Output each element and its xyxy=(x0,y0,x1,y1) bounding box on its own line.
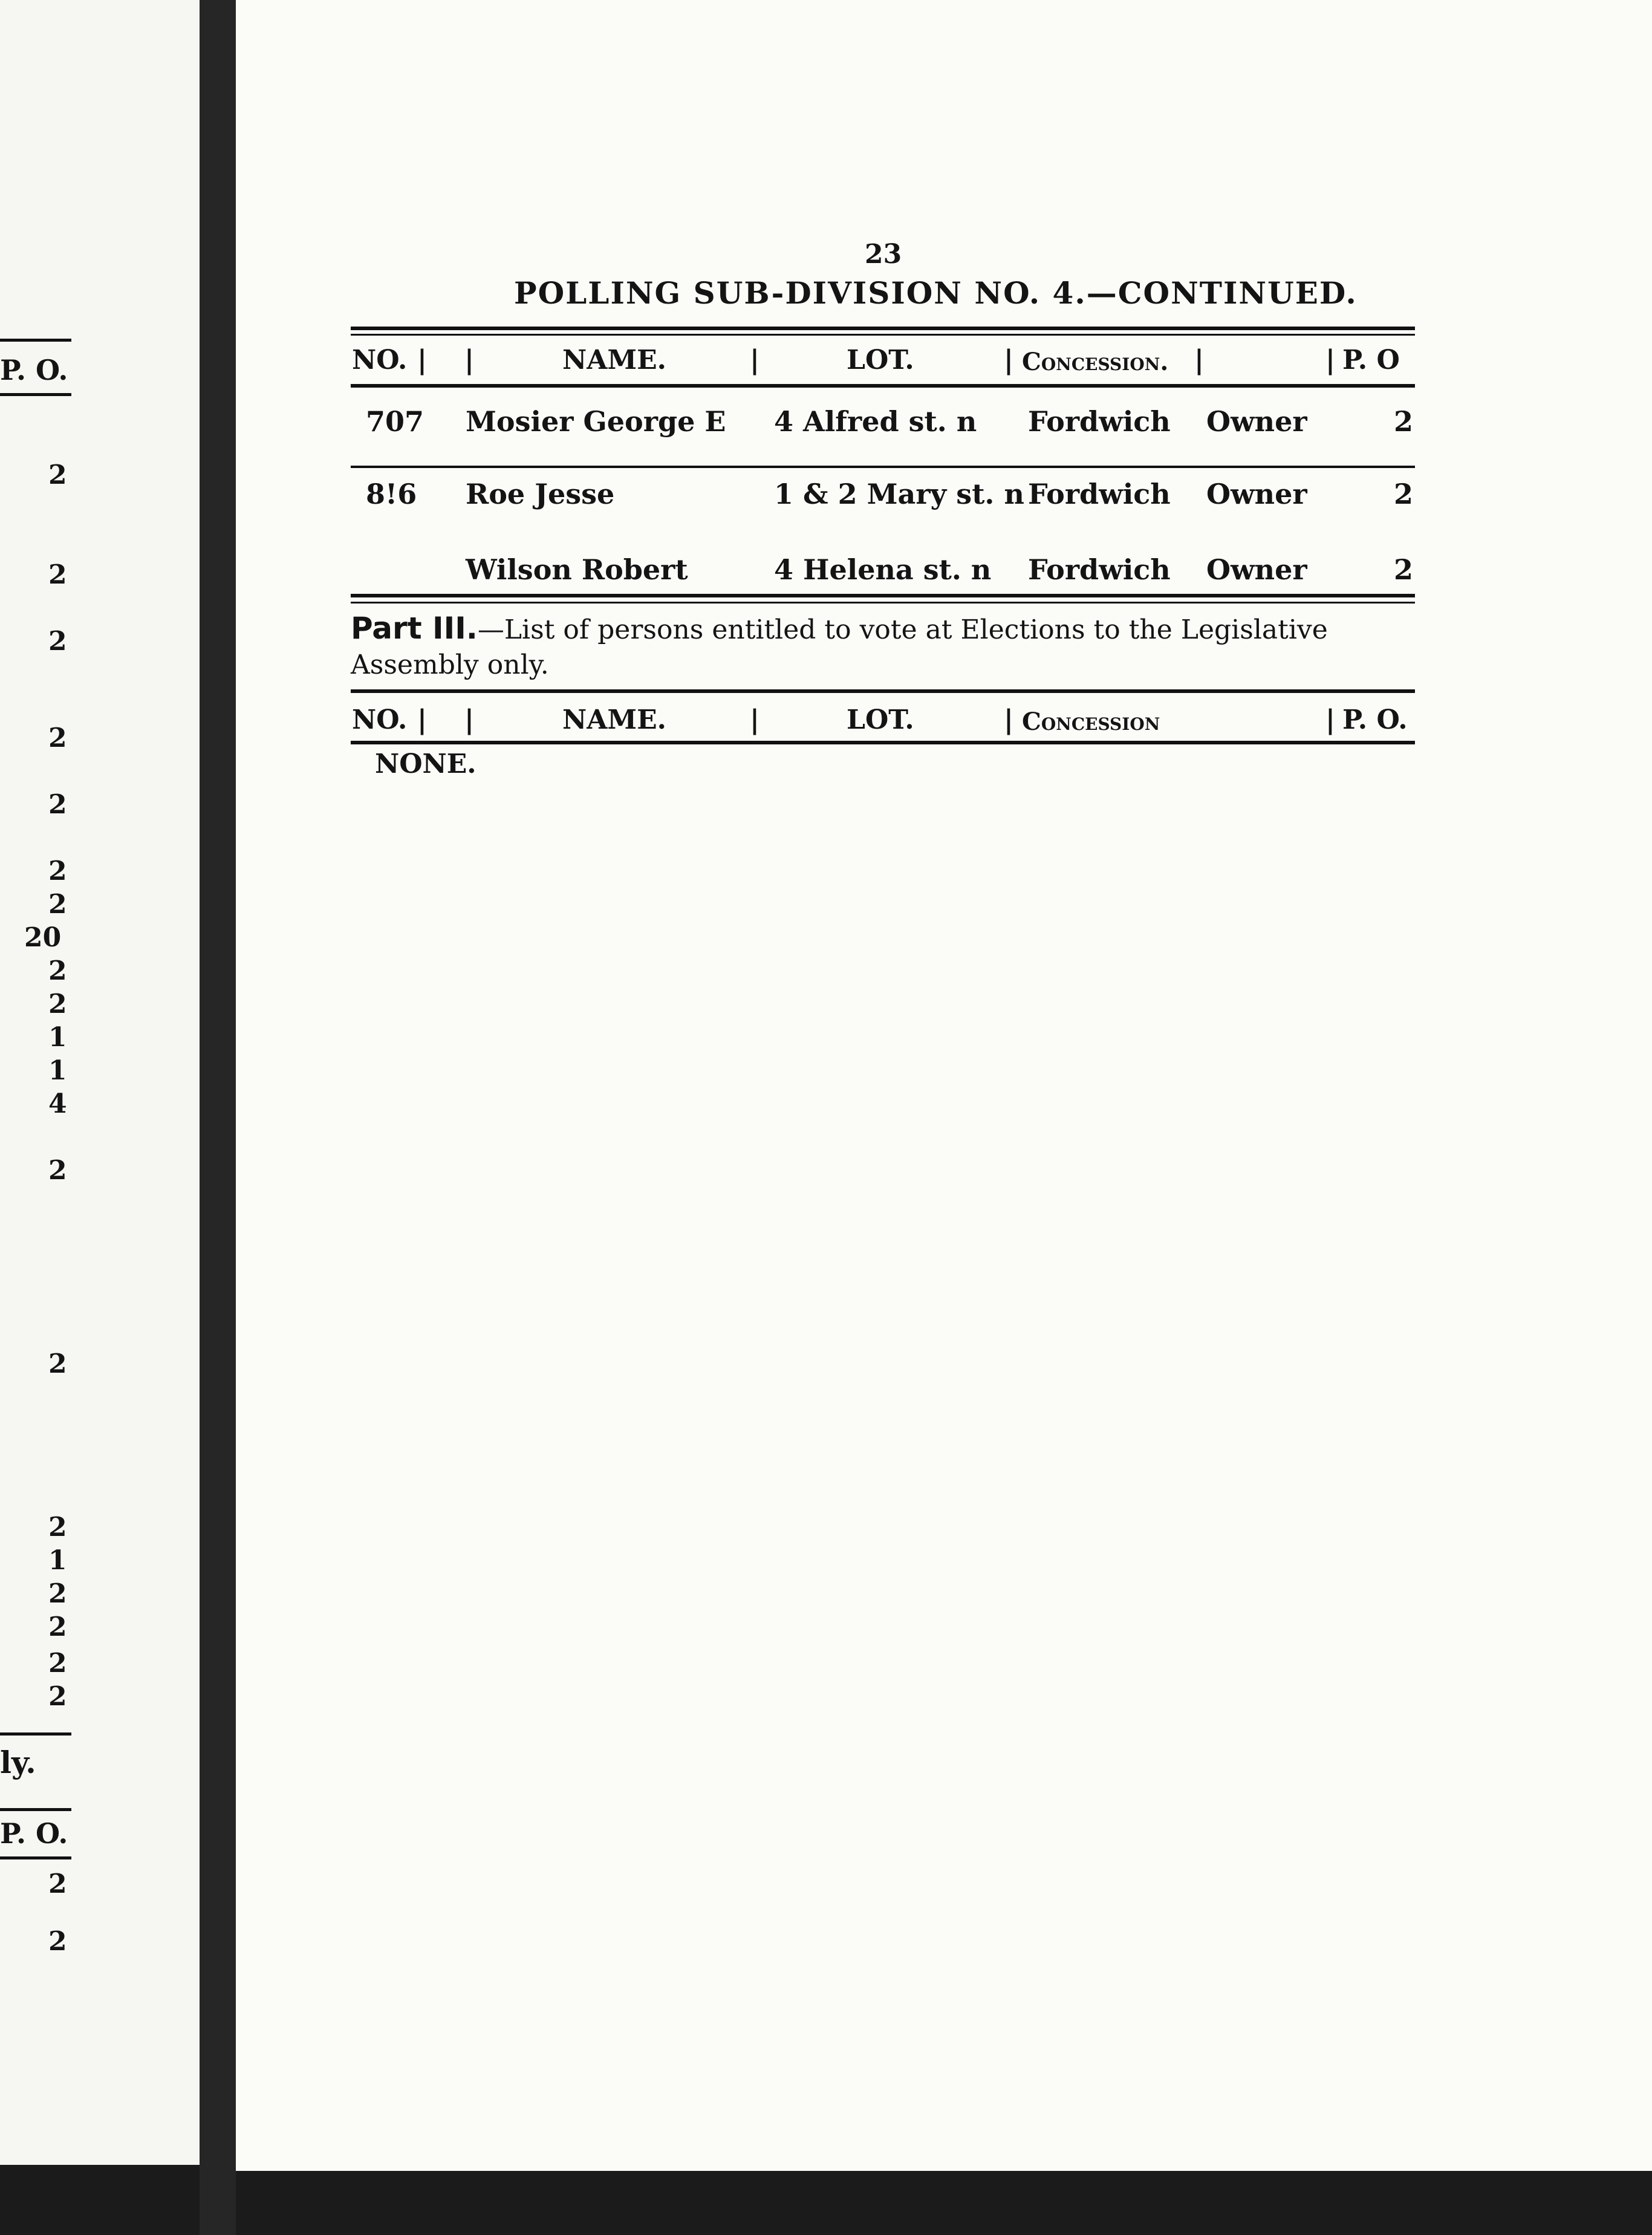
column-header-lot: LOT. xyxy=(847,345,914,376)
left-po-value: 20 xyxy=(24,922,62,953)
left-po-value: 4 xyxy=(48,1088,67,1119)
column-header-no: NO. xyxy=(352,704,408,735)
row-concession: Fordwich xyxy=(1028,478,1171,510)
table-rule xyxy=(351,741,1415,744)
table-rule xyxy=(351,594,1415,597)
left-po-value: 2 xyxy=(48,1612,67,1642)
row-concession: Fordwich xyxy=(1028,405,1171,438)
table-row xyxy=(351,405,1415,447)
left-page-po-header: P. O. xyxy=(0,1817,68,1850)
row-po: 2 xyxy=(1394,478,1414,510)
left-po-value: 2 xyxy=(48,723,67,753)
column-header-lot: LOT. xyxy=(847,704,914,735)
left-po-value: 2 xyxy=(48,1348,67,1379)
left-po-value: 2 xyxy=(48,1869,67,1899)
left-page-rule xyxy=(0,339,71,342)
left-page-tail-text: ly. xyxy=(0,1745,36,1780)
row-number: 8!6 xyxy=(366,478,417,510)
row-name: Roe Jesse xyxy=(466,478,615,510)
column-separator: | xyxy=(417,345,428,376)
column-separator: | xyxy=(1004,704,1014,735)
column-header-no: NO. xyxy=(352,345,408,376)
left-po-value: 2 xyxy=(48,559,67,590)
left-page-rule xyxy=(0,1856,71,1859)
left-page-rule xyxy=(0,1732,71,1736)
book-gutter xyxy=(200,0,236,2235)
left-page-po-header: P. O. xyxy=(0,354,68,386)
row-number: 707 xyxy=(366,405,424,438)
left-po-value: 2 xyxy=(48,989,67,1020)
left-po-value: 2 xyxy=(48,626,67,657)
column-separator: | xyxy=(417,704,428,735)
column-separator: | xyxy=(750,704,760,735)
left-po-value: 2 xyxy=(48,1578,67,1609)
left-po-value: 2 xyxy=(48,1648,67,1679)
row-po: 2 xyxy=(1394,553,1414,586)
left-page-rule xyxy=(0,393,71,396)
column-header-name: NAME. xyxy=(562,345,666,376)
table-row xyxy=(351,478,1415,520)
row-name: Mosier George E xyxy=(466,405,726,438)
table-rule xyxy=(351,689,1415,693)
left-po-value: 2 xyxy=(48,1155,67,1186)
column-separator: | xyxy=(464,704,475,735)
table-row xyxy=(351,553,1415,596)
column-separator: | xyxy=(464,345,475,376)
row-status: Owner xyxy=(1206,553,1307,586)
row-po: 2 xyxy=(1394,405,1414,438)
column-separator: | xyxy=(1004,345,1014,376)
left-po-value: 2 xyxy=(48,1681,67,1712)
column-header-concession: Concession xyxy=(1022,708,1160,736)
left-page-rule xyxy=(0,1808,71,1811)
table-rule xyxy=(351,327,1415,330)
row-status: Owner xyxy=(1206,478,1307,510)
left-po-value: 2 xyxy=(48,1512,67,1543)
left-po-value: 2 xyxy=(48,955,67,986)
left-po-value: 2 xyxy=(48,460,67,490)
table-rule xyxy=(351,602,1415,603)
part-three-text: —List of persons entitled to vote at Elections to the Legislative Assembly only. xyxy=(351,614,1328,680)
column-separator: | xyxy=(1325,345,1336,376)
column-header-name: NAME. xyxy=(562,704,666,735)
table-rule xyxy=(351,466,1415,468)
left-po-value: 2 xyxy=(48,1926,67,1957)
none-entry: NONE. xyxy=(375,749,476,779)
column-header-po: P. O. xyxy=(1342,704,1408,735)
row-name: Wilson Robert xyxy=(466,553,688,586)
page-number: 23 xyxy=(865,239,902,270)
left-po-value: 1 xyxy=(48,1055,67,1086)
table-rule xyxy=(351,384,1415,388)
left-po-value: 2 xyxy=(48,789,67,820)
left-po-value: 2 xyxy=(48,889,67,920)
row-status: Owner xyxy=(1206,405,1307,438)
left-page xyxy=(0,0,200,2165)
right-page xyxy=(236,0,1652,2171)
left-po-value: 1 xyxy=(48,1022,67,1053)
column-header-concession: Concession. xyxy=(1022,348,1169,376)
row-lot: 1 & 2 Mary st. n xyxy=(774,478,1024,510)
part-three-paragraph xyxy=(351,611,1415,683)
column-header-po: P. O xyxy=(1342,345,1400,376)
column-separator: | xyxy=(1325,704,1336,735)
left-po-value: 1 xyxy=(48,1545,67,1576)
column-separator: | xyxy=(1194,345,1205,376)
column-separator: | xyxy=(750,345,760,376)
table-rule xyxy=(351,334,1415,336)
part-three-title: Part III. xyxy=(351,611,478,646)
row-concession: Fordwich xyxy=(1028,553,1171,586)
row-lot: 4 Helena st. n xyxy=(774,553,992,586)
page-heading: POLLING SUB-DIVISION NO. 4.—CONTINUED. xyxy=(514,275,1358,311)
row-lot: 4 Alfred st. n xyxy=(774,405,977,438)
left-po-value: 2 xyxy=(48,856,67,887)
